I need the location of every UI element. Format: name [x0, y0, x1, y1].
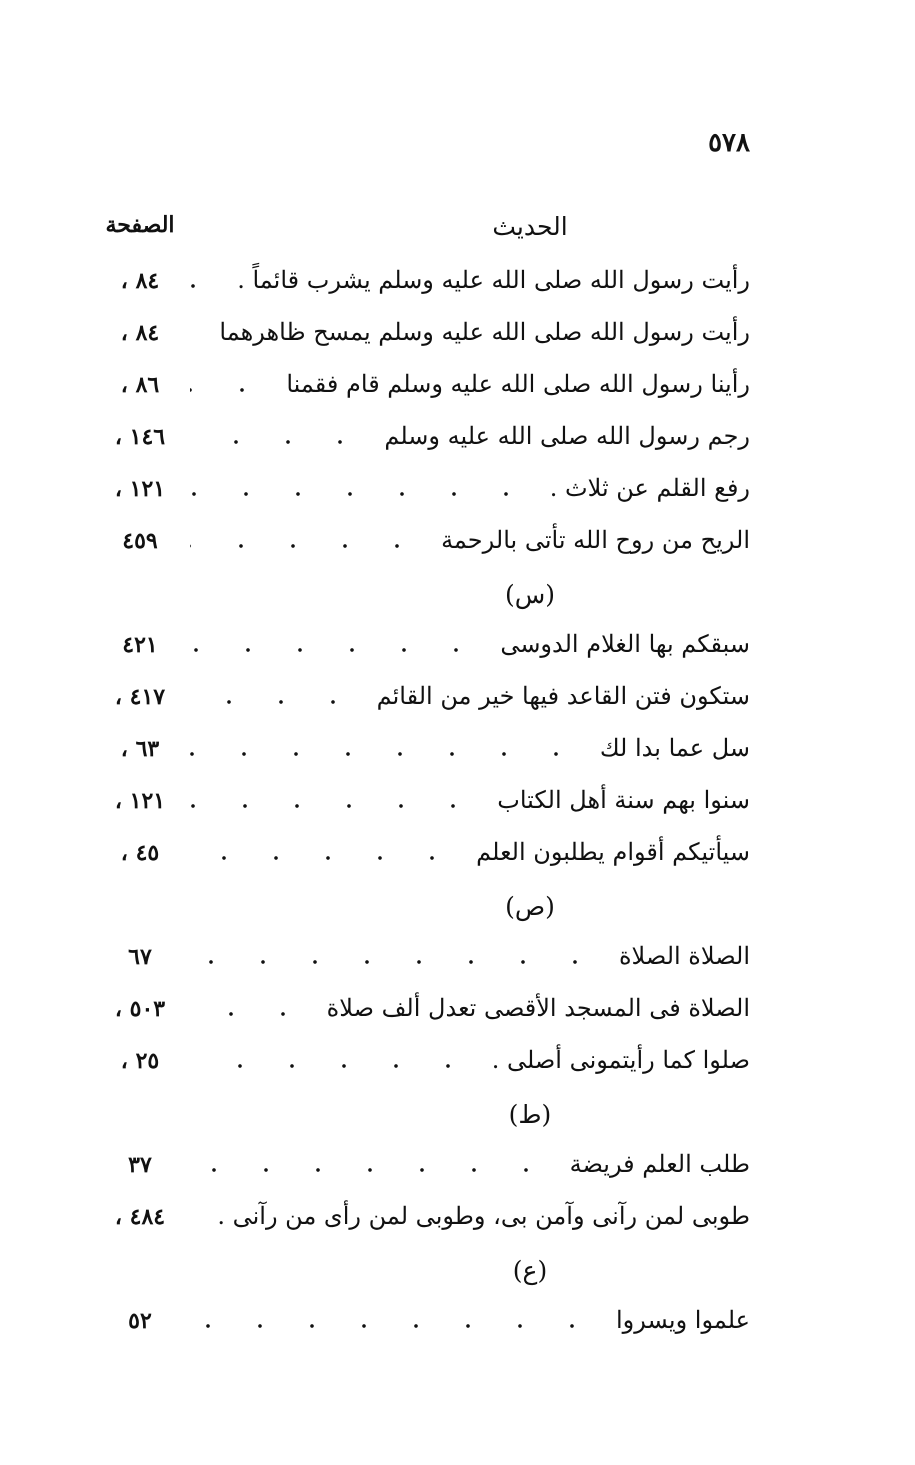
hadith-text: الريح من روح الله تأتى بالرحمة	[441, 526, 750, 554]
dot-leader	[190, 960, 601, 964]
dot-leader	[190, 1012, 309, 1016]
index-entry-row	[0, 678, 915, 730]
index-entry-row	[0, 1042, 915, 1094]
dot-leader	[190, 1168, 552, 1172]
dot-leader	[190, 544, 423, 548]
dot-leader	[190, 752, 582, 756]
dot-leader	[190, 1220, 199, 1224]
page-reference: ١٤٦ ،	[114, 424, 166, 450]
page-reference: ٤٨٤ ،	[114, 1204, 166, 1230]
page-reference: ٦٣ ،	[120, 736, 160, 762]
page-number: ٥٧٨	[708, 128, 750, 158]
hadith-text: طوبى لمن رآنى وآمن بى، وطوبى لمن رأى من رآنى .	[217, 1202, 750, 1230]
hadith-text: سيأتيكم أقوام يطلبون العلم	[476, 838, 750, 866]
section-letter: (ع)	[512, 1256, 548, 1285]
page-reference: ٣٧	[128, 1152, 152, 1178]
index-entry-row	[0, 470, 915, 522]
hadith-text: سبقكم بها الغلام الدوسى	[500, 630, 750, 658]
hadith-text: طلب العلم فريضة	[569, 1150, 750, 1178]
dot-leader	[190, 388, 268, 392]
hadith-text: سنوا بهم سنة أهل الكتاب	[497, 786, 750, 814]
index-entry-row	[0, 1146, 915, 1198]
dot-leader	[190, 284, 219, 288]
index-entry-row	[0, 990, 915, 1042]
dot-leader	[190, 856, 458, 860]
hadith-text: ستكون فتن القاعد فيها خير من القائم	[376, 682, 750, 710]
section-letter-heading	[0, 886, 915, 938]
index-entry-row	[0, 262, 915, 314]
index-entry-row	[0, 730, 915, 782]
hadith-text: رأينا رسول الله صلى الله عليه وسلم قام فقمنا	[286, 370, 750, 398]
page-reference: ٥٠٣ ،	[114, 996, 166, 1022]
dot-leader	[190, 648, 482, 652]
page-reference: ٤٥ ،	[120, 840, 160, 866]
page-reference: ٦٧	[128, 944, 152, 970]
index-entry-row	[0, 314, 915, 366]
hadith-text: علموا ويسروا	[615, 1306, 750, 1334]
table-header	[0, 212, 915, 252]
page-reference: ٥٢	[128, 1308, 152, 1334]
section-letter-heading	[0, 1094, 915, 1146]
hadith-index-list	[0, 262, 915, 1354]
index-entry-row	[0, 626, 915, 678]
hadith-text: رأيت رسول الله صلى الله عليه وسلم يمسح ظاهرهما	[219, 318, 750, 346]
index-entry-row	[0, 1198, 915, 1250]
page-reference: ١٢١ ،	[114, 476, 166, 502]
page-reference: ٤١٧ ،	[114, 684, 166, 710]
hadith-text: سل عما بدا لك	[599, 734, 750, 762]
dot-leader	[190, 440, 366, 444]
hadith-text: الصلاة الصلاة	[618, 942, 750, 970]
page-reference: ٤٥٩	[122, 528, 158, 554]
page-reference: ٢٥ ،	[120, 1048, 160, 1074]
dot-leader	[190, 1064, 474, 1068]
section-letter: (ط)	[508, 1100, 552, 1129]
dot-leader	[190, 804, 479, 808]
index-entry-row	[0, 938, 915, 990]
section-letter-heading	[0, 1250, 915, 1302]
index-entry-row	[0, 834, 915, 886]
index-entry-row	[0, 366, 915, 418]
hadith-text: الصلاة فى المسجد الأقصى تعدل ألف صلاة	[326, 994, 750, 1022]
page-reference: ١٢١ ،	[114, 788, 166, 814]
hadith-text: صلوا كما رأيتمونى أصلى .	[491, 1046, 750, 1074]
page-reference: ٨٤ ،	[120, 320, 160, 346]
section-letter: (س)	[504, 580, 556, 609]
hadith-text: رأيت رسول الله صلى الله عليه وسلم يشرب قائماً .	[237, 266, 750, 294]
page-column-header: الصفحة	[105, 212, 175, 238]
dot-leader	[190, 700, 359, 704]
index-entry-row	[0, 522, 915, 574]
dot-leader	[190, 492, 532, 496]
dot-leader	[190, 1324, 598, 1328]
page-reference: ٨٦ ،	[120, 372, 160, 398]
page-reference: ٤٢١	[122, 632, 158, 658]
section-letter: (ص)	[505, 892, 555, 921]
page-reference: ٨٤ ،	[120, 268, 160, 294]
index-entry-row	[0, 1302, 915, 1354]
index-entry-row	[0, 418, 915, 470]
hadith-text: رجم رسول الله صلى الله عليه وسلم	[384, 422, 750, 450]
index-entry-row	[0, 782, 915, 834]
hadith-column-header: الحديث	[492, 212, 568, 241]
dot-leader	[190, 336, 201, 340]
hadith-text: رفع القلم عن ثلاث .	[549, 474, 750, 502]
section-letter-heading	[0, 574, 915, 626]
